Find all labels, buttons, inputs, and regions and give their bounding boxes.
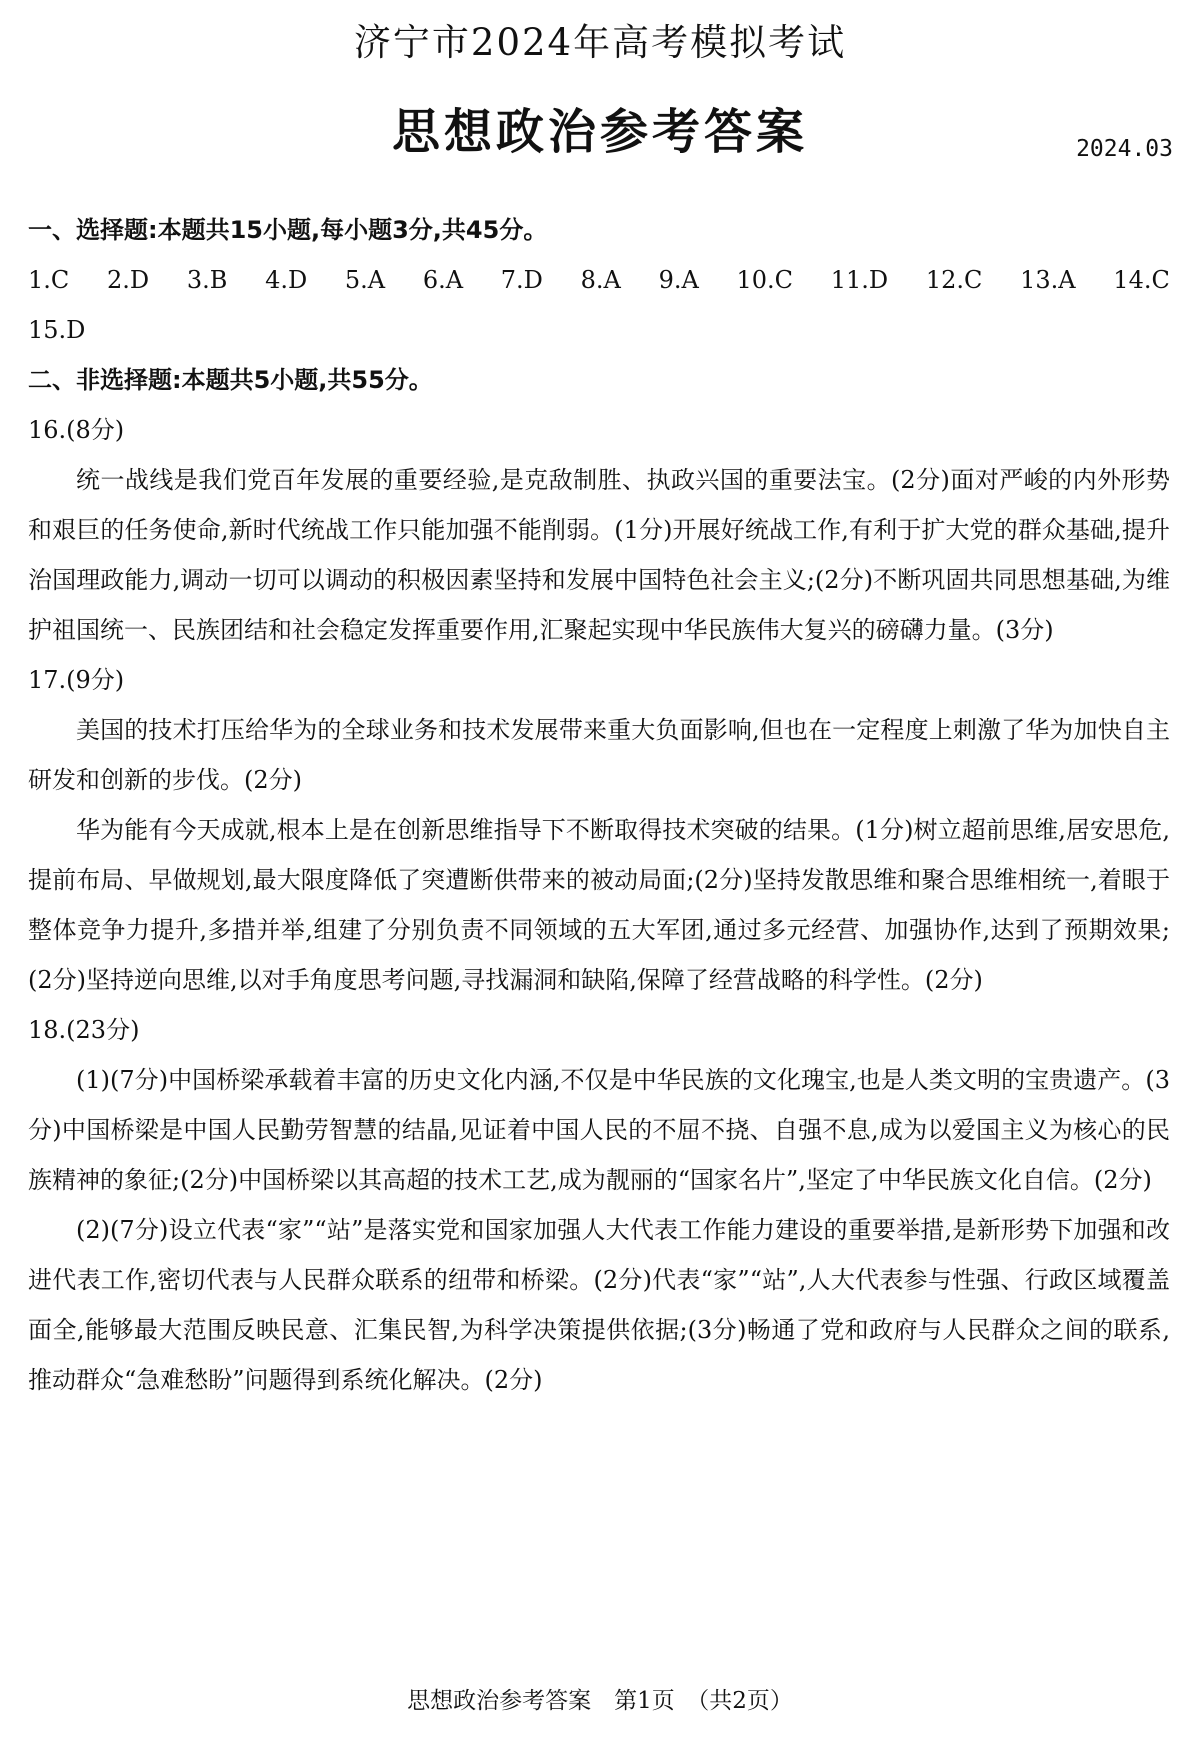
question-18-part-1: (1)(7分)中国桥梁承载着丰富的历史文化内涵,不仅是中华民族的文化瑰宝,也是人类文明的宝贵遗产。(3分)中国桥梁是中国人民勤劳智慧的结晶,见证着中国人民的不屈不挠、自强不息,成为以爱国主义为核心的民族精神的象征;(2分)中国桥梁以其高超的技术工艺,成为靓丽的“国家名片”,坚定了中华民族文化自信。(2分) xyxy=(28,1066,1170,1194)
choice-answer: 3.B xyxy=(186,266,228,294)
choice-answer: 12.C xyxy=(925,266,983,294)
question-17-answer-1: 美国的技术打压给华为的全球业务和技术发展带来重大负面影响,但也在一定程度上刺激了华为加快自主研发和创新的步伐。(2分) xyxy=(28,716,1170,794)
question-17-answer-2: 华为能有今天成就,根本上是在创新思维指导下不断取得技术突破的结果。(1分)树立超前思维,居安思危,提前布局、早做规划,最大限度降低了突遭断供带来的被动局面;(2分)坚持发散思维和聚合思维相统一,着眼于整体竞争力提升,多措并举,组建了分别负责不同领域的五大军团,通过多元经营、加强协作,达到了预期效果;(2分)坚持逆向思维,以对手角度思考问题,寻找漏洞和缺陷,保障了经营战略的科学性。(2分) xyxy=(28,816,1170,994)
choice-answer: 5.A xyxy=(344,266,386,294)
question-18-label: 18.(23分) xyxy=(28,1016,140,1044)
choice-answer: 14.C xyxy=(1113,266,1170,294)
choice-answer: 2.D xyxy=(106,266,150,294)
choice-answer: 13.A xyxy=(1020,266,1076,294)
question-16-label: 16.(8分) xyxy=(28,416,125,444)
choice-answer-last: 15.D xyxy=(28,316,86,344)
answer-key-title: 思想政治参考答案 xyxy=(391,104,808,160)
exam-title: 济宁市2024年高考模拟考试 xyxy=(353,21,847,64)
choice-answers-row xyxy=(28,255,1170,305)
question-18-part-2: (2)(7分)设立代表“家”“站”是落实党和国家加强人大代表工作能力建设的重要举措,是新形势下加强和改进代表工作,密切代表与人民群众联系的纽带和桥梁。(2分)代表“家”“站”,人大代表参与性强、行政区域覆盖面全,能够最大范围反映民意、汇集民智,为科学决策提供依据;(3分)畅通了党和政府与人民群众之间的联系,推动群众“急难愁盼”问题得到系统化解决。(2分) xyxy=(28,1216,1170,1394)
choice-answer: 7.D xyxy=(500,266,543,294)
question-16-answer: 统一战线是我们党百年发展的重要经验,是克敌制胜、执政兴国的重要法宝。(2分)面对严峻的内外形势和艰巨的任务使命,新时代统战工作只能加强不能削弱。(1分)开展好统战工作,有利于扩大党的群众基础,提升治国理政能力,调动一切可以调动的积极因素坚持和发展中国特色社会主义;(2分)不断巩固共同思想基础,为维护祖国统一、民族团结和社会稳定发挥重要作用,汇聚起实现中华民族伟大复兴的磅礴力量。(3分) xyxy=(28,466,1170,644)
page-footer: 思想政治参考答案 第1页 （共2页） xyxy=(407,1688,793,1714)
exam-date: 2024.03 xyxy=(1076,136,1173,162)
choice-answer: 10.C xyxy=(736,266,794,294)
choice-answer: 4.D xyxy=(265,266,308,294)
choice-answer: 1.C xyxy=(28,266,70,294)
section-2-heading: 二、非选择题:本题共5小题,共55分。 xyxy=(28,366,433,394)
answer-content xyxy=(28,205,1170,1405)
section-1-heading: 一、选择题:本题共15小题,每小题3分,共45分。 xyxy=(28,216,548,244)
question-17-label: 17.(9分) xyxy=(28,666,125,694)
choice-answer: 6.A xyxy=(422,266,464,294)
choice-answer: 11.D xyxy=(830,266,889,294)
choice-answer: 9.A xyxy=(658,266,699,294)
choice-answer: 8.A xyxy=(580,266,621,294)
